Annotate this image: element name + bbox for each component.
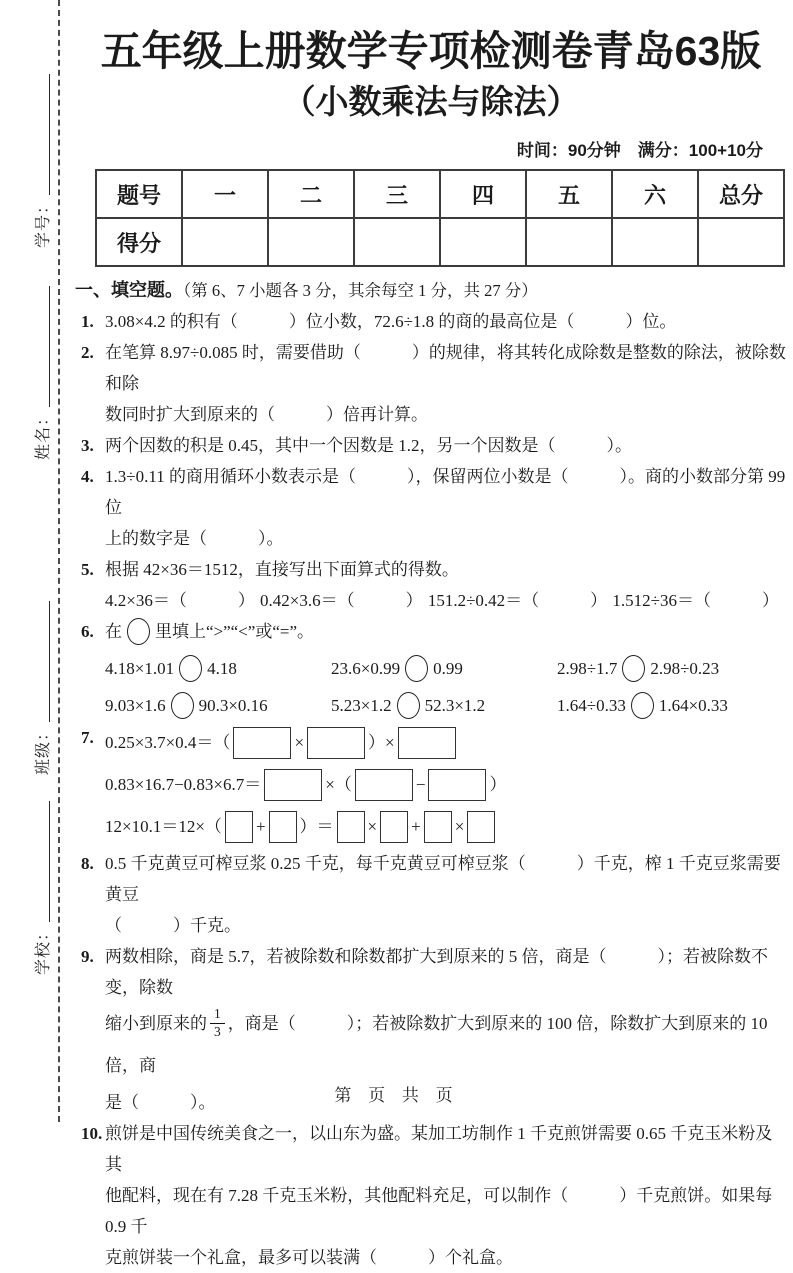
question-number: 10. — [81, 1124, 103, 1144]
score-table-header-cell: 六 — [612, 170, 698, 218]
score-table-header-cell: 三 — [354, 170, 440, 218]
question-line — [105, 616, 787, 648]
section-heading-line — [75, 277, 787, 304]
question-segment: 两数相除，商是 5.7，若被除数和除数都扩大到原来的 5 倍，商是（ ）；若被除数不变，除数 — [105, 947, 768, 998]
score-table-header-cell: 二 — [268, 170, 354, 218]
question-segment: 4.18×1.01 4.18 — [105, 653, 331, 685]
comparison-blank-circle — [622, 655, 645, 682]
answer-box-small — [424, 811, 452, 843]
write-line — [48, 801, 50, 922]
score-value-cell — [440, 218, 526, 266]
question-segment: 在 里填上“>”“<”或“=”。 — [105, 622, 314, 641]
answer-box — [233, 727, 291, 759]
comparison-blank-circle — [631, 692, 654, 719]
comparison-blank-circle — [397, 692, 420, 719]
question-number: 4. — [81, 467, 94, 487]
score-value-cell — [698, 218, 784, 266]
question-segment: 4.2×36＝（ ） — [105, 591, 255, 611]
write-line — [48, 601, 50, 722]
section-note: （第 6、7 小题各 3 分，其余每空 1 分，共 27 分） — [183, 281, 538, 301]
question-segment: 在笔算 8.97÷0.085 时，需要借助（ ）的规律，将其转化成除数是整数的除法，被除数和除 — [105, 343, 786, 394]
exam-meta: 时间：90分钟 满分：100+10分 — [516, 141, 763, 161]
sidebar-field-class — [27, 599, 53, 775]
question-line — [105, 399, 787, 430]
question-segment: 0.25×3.7×0.4＝（ × ）× — [105, 733, 459, 752]
question-segment: 两个因数的积是 0.45，其中一个因数是 1.2，另一个因数是（ ）。 — [105, 436, 632, 456]
question-segment: 3.08×4.2 的积有（ ）位小数，72.6÷1.8 的商的最高位是（ ）位。 — [105, 312, 677, 332]
question-line — [105, 848, 787, 910]
question-number: 3. — [81, 436, 94, 456]
question-segment: 根据 42×36＝1512，直接写出下面算式的得数。 — [105, 560, 459, 580]
answer-box-small — [225, 811, 253, 843]
question-segment: 是（ ）。 — [105, 1093, 216, 1113]
question-line — [105, 1118, 787, 1180]
question-item — [75, 461, 787, 554]
question-line — [105, 764, 787, 806]
question-line — [105, 461, 787, 523]
comparison-blank-circle — [127, 618, 150, 645]
question-segment: 1.64÷0.33 1.64×0.33 — [557, 690, 728, 722]
question-number: 8. — [81, 854, 94, 874]
question-segment: 5.23×1.2 52.3×1.2 — [331, 690, 557, 722]
answer-box — [264, 769, 322, 801]
sidebar-field-label: 姓名： — [35, 408, 52, 460]
sidebar-field-student-name — [27, 284, 53, 460]
sidebar-field-student-id — [27, 72, 53, 248]
sidebar-field-label: 学号： — [35, 196, 52, 248]
question-segment: 煎饼是中国传统美食之一，以山东为盛。某加工坊制作 1 千克煎饼需要 0.65 千克玉米粉及其 — [105, 1124, 773, 1175]
question-number: 6. — [81, 622, 94, 642]
question-number: 9. — [81, 947, 94, 967]
question-item — [75, 337, 787, 430]
question-item — [75, 722, 787, 848]
question-segment: 2.98÷1.7 2.98÷0.23 — [557, 653, 719, 685]
question-list — [75, 306, 787, 1273]
sidebar-field-school — [27, 799, 53, 975]
question-segment: 23.6×0.99 0.99 — [331, 653, 557, 685]
seal-dashed-line — [58, 0, 60, 1122]
question-line — [105, 554, 787, 585]
question-item — [75, 306, 787, 337]
question-segment: （ ）千克。 — [105, 916, 241, 936]
question-segment: 0.5 千克黄豆可榨豆浆 0.25 千克，每千克黄豆可榨豆浆（ ）千克，榨 1 千克豆浆需要黄豆 — [105, 854, 781, 905]
write-line — [48, 74, 50, 195]
question-segment: 0.42×3.6＝（ ） — [260, 591, 423, 611]
question-item — [75, 848, 787, 941]
answer-box-small — [467, 811, 495, 843]
question-line — [105, 585, 787, 616]
question-segment: 他配料，现在有 7.28 千克玉米粉，其他配料充足，可以制作（ ）千克煎饼。如果每 0.9 千 — [105, 1186, 773, 1237]
answer-box — [355, 769, 413, 801]
question-number: 2. — [81, 343, 94, 363]
question-segment: 0.83×16.7−0.83×6.7＝ ×（ − ） — [105, 775, 506, 794]
score-table-header-cell: 一 — [182, 170, 268, 218]
fraction: $\frac{1}{3}$ — [210, 1007, 225, 1040]
question-line — [105, 430, 787, 461]
score-label-cell: 得分 — [96, 218, 182, 266]
score-table-header-cell: 题号 — [96, 170, 182, 218]
question-line — [105, 806, 787, 848]
question-segment: 克煎饼装一个礼盒，最多可以装满（ ）个礼盒。 — [105, 1248, 513, 1268]
page-subtitle: （小数乘法与除法） — [282, 83, 580, 121]
question-number: 1. — [81, 312, 94, 332]
question-item — [75, 430, 787, 461]
question-segment: 上的数字是（ ）。 — [105, 529, 284, 549]
sidebar-field-label: 学校： — [35, 923, 52, 975]
answer-box-small — [380, 811, 408, 843]
score-value-cell — [612, 218, 698, 266]
question-segment: 缩小到原来的 $\frac{1}{3}$ ，商是（ ）；若被除数扩大到原来的 100 倍，除数扩大到原来的 10 倍，商 — [105, 1006, 768, 1076]
answer-box — [307, 727, 365, 759]
answer-box — [428, 769, 486, 801]
question-line — [105, 523, 787, 554]
question-line — [105, 722, 787, 764]
question-segment: 151.2÷0.42＝（ ） — [427, 591, 608, 611]
answer-box — [398, 727, 456, 759]
question-line — [105, 690, 787, 722]
comparison-blank-circle — [179, 655, 202, 682]
question-segment: 数同时扩大到原来的（ ）倍再计算。 — [105, 405, 428, 425]
score-table-header-cell: 四 — [440, 170, 526, 218]
score-table-header-cell: 五 — [526, 170, 612, 218]
question-line — [105, 941, 787, 1003]
score-table-header-cell: 总分 — [698, 170, 784, 218]
question-segment: 9.03×1.6 90.3×0.16 — [105, 690, 331, 722]
question-line — [105, 1242, 787, 1273]
page-footer: 第 页 共 页 — [334, 1086, 459, 1105]
question-line — [105, 1003, 787, 1087]
page-title: 五年级上册数学专项检测卷青岛63版 — [100, 28, 762, 74]
question-line — [105, 653, 787, 685]
comparison-blank-circle — [171, 692, 194, 719]
question-segment: 1.3÷0.11 的商用循环小数表示是（ ），保留两位小数是（ ）。商的小数部分第 99 位 — [105, 467, 786, 518]
write-line — [48, 286, 50, 407]
question-number: 7. — [81, 728, 94, 748]
section-heading: 一、填空题。 — [75, 280, 183, 301]
question-segment: 12×10.1＝12×（ + ）＝ × + × — [105, 817, 498, 836]
score-value-cell — [354, 218, 440, 266]
sidebar-field-label: 班级： — [35, 723, 52, 775]
score-value-cell — [526, 218, 612, 266]
question-line — [105, 306, 787, 337]
answer-box-small — [269, 811, 297, 843]
question-line — [105, 1180, 787, 1242]
answer-box-small — [337, 811, 365, 843]
score-table — [95, 169, 785, 267]
question-item — [75, 616, 787, 722]
question-line — [105, 910, 787, 941]
question-item — [75, 1118, 787, 1273]
question-segment: 1.512÷36＝（ ） — [612, 591, 779, 611]
question-item — [75, 554, 787, 616]
question-line — [105, 337, 787, 399]
question-number: 5. — [81, 560, 94, 580]
score-value-cell — [268, 218, 354, 266]
comparison-blank-circle — [405, 655, 428, 682]
score-value-cell — [182, 218, 268, 266]
